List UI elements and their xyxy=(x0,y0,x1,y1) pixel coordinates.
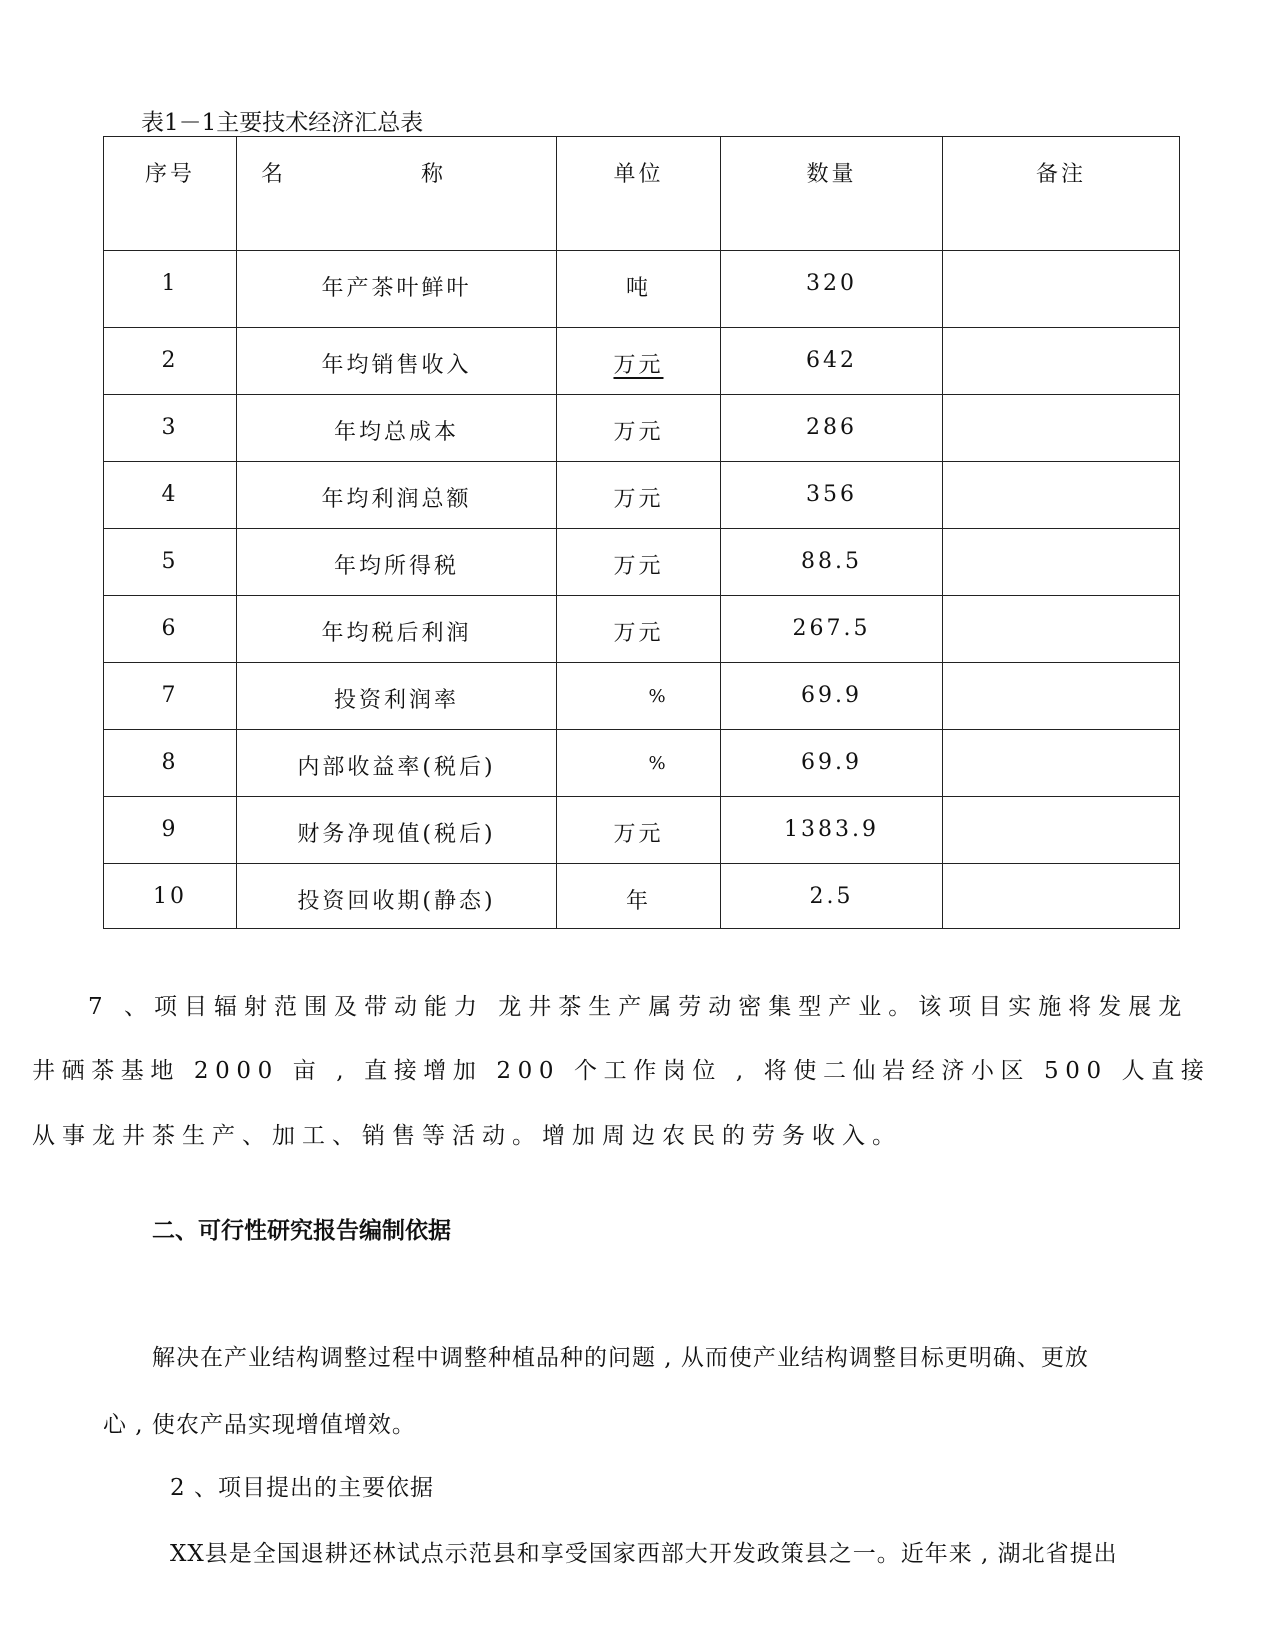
summary-table xyxy=(103,136,1180,929)
paragraph-line1: 解决在产业结构调整过程中调整种植品种的问题 , 从而使产业结构调整目标更明确、更放 xyxy=(152,1345,1089,1371)
table-row: 8 内部收益率(税后) % 69.9 xyxy=(104,730,1180,797)
section-heading: 二、可行性研究报告编制依据 xyxy=(152,1218,451,1244)
header-unit: 单位 xyxy=(557,137,721,251)
table-row: 6 年均税后利润 万元 267.5 xyxy=(104,596,1180,663)
header-no: 序号 xyxy=(104,137,237,251)
header-qty: 数量 xyxy=(721,137,943,251)
paragraph-line2: 心 , 使农产品实现增值增效。 xyxy=(103,1412,416,1438)
section7-line1: 7 、项目辐射范围及带动能力 龙井茶生产属劳动密集型产业。该项目实施将发展龙 xyxy=(88,994,1189,1020)
subheading: 2 、项目提出的主要依据 xyxy=(170,1475,434,1501)
header-note: 备注 xyxy=(943,137,1180,251)
table-row: 1 年产茶叶鲜叶 吨 320 xyxy=(104,251,1180,328)
header-name: 名 称 xyxy=(237,137,557,251)
table-row: 3 年均总成本 万元 286 xyxy=(104,395,1180,462)
table-header-row xyxy=(104,137,1180,251)
section7-line3: 从事龙井茶生产、加工、销售等活动。增加周边农民的劳务收入。 xyxy=(32,1123,902,1149)
table-row: 5 年均所得税 万元 88.5 xyxy=(104,529,1180,596)
section7-line2: 井硒茶基地 2000 亩 , 直接增加 200 个工作岗位 , 将使二仙岩经济小区 500 人直接 xyxy=(32,1058,1211,1084)
table-row: 7 投资利润率 % 69.9 xyxy=(104,663,1180,730)
table-row: 4 年均利润总额 万元 356 xyxy=(104,462,1180,529)
table-row: 10 投资回收期(静态) 年 2.5 xyxy=(104,864,1180,929)
table-row: 9 财务净现值(税后) 万元 1383.9 xyxy=(104,797,1180,864)
table-row: 2 年均销售收入 万元 642 xyxy=(104,328,1180,395)
paragraph3-line1: XX县是全国退耕还林试点示范县和享受国家西部大开发政策县之一。近年来 , 湖北省提出 xyxy=(170,1541,1118,1567)
table-caption: 表1－1主要技术经济汇总表 xyxy=(141,110,424,136)
